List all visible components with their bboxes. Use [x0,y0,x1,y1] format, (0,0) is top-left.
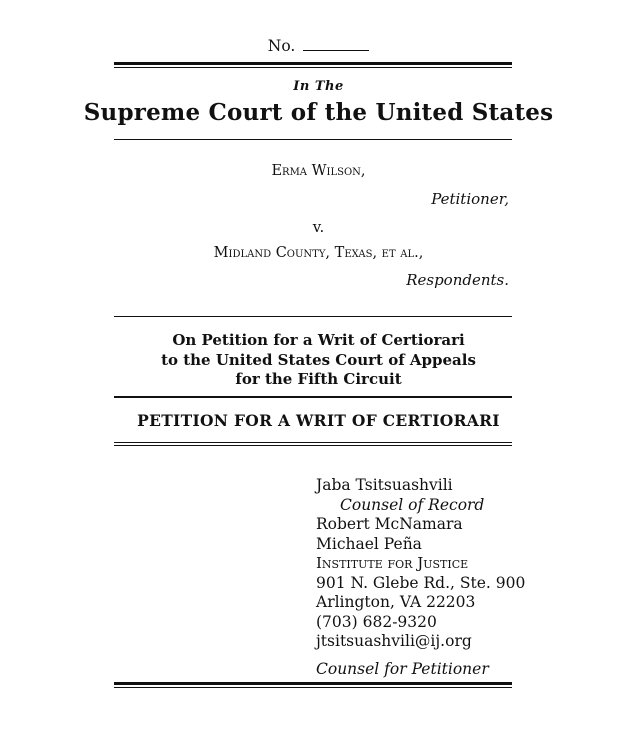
top-rule-thin [114,67,512,68]
respondent-role: Respondents. [406,271,509,289]
bottom-rule-thin [114,687,512,688]
petitioner-role: Petitioner, [431,190,509,208]
title-rule-top [114,396,512,398]
court-name: Supreme Court of the United States [83,99,554,126]
title-rule-bottom-1 [114,442,512,443]
petitioner-name: Erma Wilson, [271,163,366,179]
title-rule-bottom-2 [114,445,512,446]
petition-title: PETITION FOR A WRIT OF CERTIORARI [137,411,500,430]
on-petition-block [0,331,637,390]
attorney-name: Robert McNamara [316,515,463,533]
bottom-rule-thick [114,682,512,685]
respondent-name: Midland County, Texas, et al., [213,245,424,261]
docket-number [0,35,637,55]
email-address: jtsitsuashvili@ij.org [316,632,472,650]
on-petition-line: for the Fifth Circuit [235,370,402,388]
lead-attorney-role: Counsel of Record [340,495,485,514]
organization-name: Institute for Justice [316,554,469,572]
versus-label: v. [312,218,325,236]
address-line: Arlington, VA 22203 [316,593,476,611]
lead-attorney: Jaba Tsitsuashvili [316,476,453,494]
phone-number: (703) 682-9320 [316,612,437,631]
caption-divider [114,316,512,317]
court-preamble: In The [293,79,344,94]
on-petition-line: On Petition for a Writ of Certiorari [172,331,465,349]
address-line: 901 N. Glebe Rd., Ste. 900 [316,573,526,592]
docket-label: No. [267,37,296,55]
counsel-block [316,476,525,679]
on-petition-line: to the United States Court of Appeals [161,350,476,369]
court-divider [114,139,512,140]
top-rule-thick [114,62,512,65]
counsel-for-label: Counsel for Petitioner [316,659,489,678]
attorney-name: Michael Peña [316,534,422,553]
docket-blank-line [303,35,369,51]
